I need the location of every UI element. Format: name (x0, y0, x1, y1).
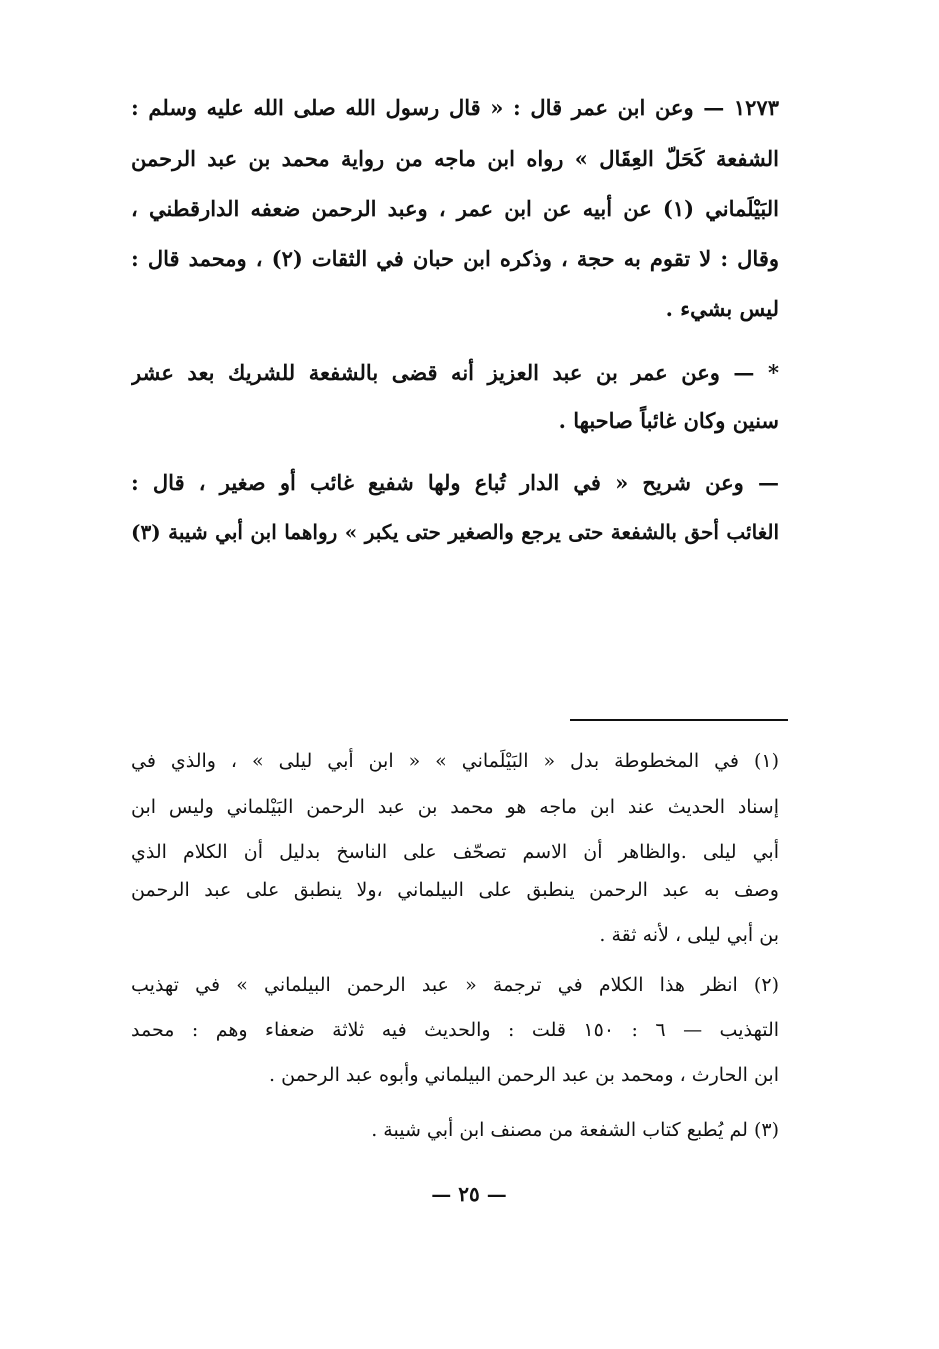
footnote-2-line-1: (٢) انظر هذا الكلام في ترجمة « عبد الرحمن البيلماني » في تهذيب (131, 974, 779, 996)
footnote-1-line-3: أبي ليلى .والظاهر أن الاسم تصحّف على الناسخ بدليل أن الكلام الذي (131, 841, 779, 863)
footnote-2-line-2: التهذيب — ٦ : ١٥٠ قلت : والحديث فيه ثلاثة ضعفاء وهم : محمد (131, 1019, 779, 1041)
footnote-1-line-4: وصف به عبد الرحمن ينطبق على البيلماني ،ولا ينطبق على عبد الرحمن (131, 879, 779, 901)
hadith-1273-line-1: ١٢٧٣ — وعن ابن عمر قال : « قال رسول الله صلى الله عليه وسلم : (131, 95, 779, 120)
footnote-1-line-2: إسناد الحديث عند ابن ماجه هو محمد بن عبد الرحمن البَيْلماني وليس ابن (131, 796, 779, 818)
hadith-1273-line-4: وقال : لا تقوم به حجة ، وذكره ابن حبان في الثقات (٢) ، ومحمد قال : (131, 246, 779, 271)
shurayh-narration-line-1: — وعن شريح « في الدار تُباع ولها شفيع غائب أو صغير ، قال : (131, 470, 779, 495)
shurayh-narration-line-2: الغائب أحق بالشفعة حتى يرجع والصغير حتى يكبر » رواهما ابن أبي شيبة (٣) (131, 520, 779, 544)
umar-narration-line-1: * — وعن عمر بن عبد العزيز أنه قضى بالشفعة للشريك بعد عشر (131, 360, 779, 385)
footnote-1-line-5: بن أبي ليلى ، لأنه ثقة . (599, 924, 779, 946)
umar-narration-line-2: سنين وكان غائباً صاحبها . (558, 408, 779, 433)
footnote-1-line-1: (١) في المخطوطة بدل « البَيْلَماني » « ابن أبي ليلى » ، والذي في (131, 750, 779, 772)
hadith-1273-line-3: البَيْلَماني (١) عن أبيه عن ابن عمر ، وعبد الرحمن ضعفه الدارقطني ، (131, 196, 779, 221)
footnote-separator (570, 719, 788, 721)
page-number: — ٢٥ — (431, 1182, 507, 1206)
hadith-1273-line-2: الشفعة كَحَلّ العِقَال » رواه ابن ماجه من رواية محمد بن عبد الرحمن (131, 146, 779, 171)
footnote-2-line-3: ابن الحارث ، ومحمد بن عبد الرحمن البيلماني وأبوه عبد الرحمن . (269, 1064, 779, 1086)
footnote-3-line-1: (٣) لم يُطبع كتاب الشفعة من مصنف ابن أبي شيبة . (371, 1119, 779, 1141)
hadith-1273-line-5: ليس بشيء . (665, 296, 779, 321)
